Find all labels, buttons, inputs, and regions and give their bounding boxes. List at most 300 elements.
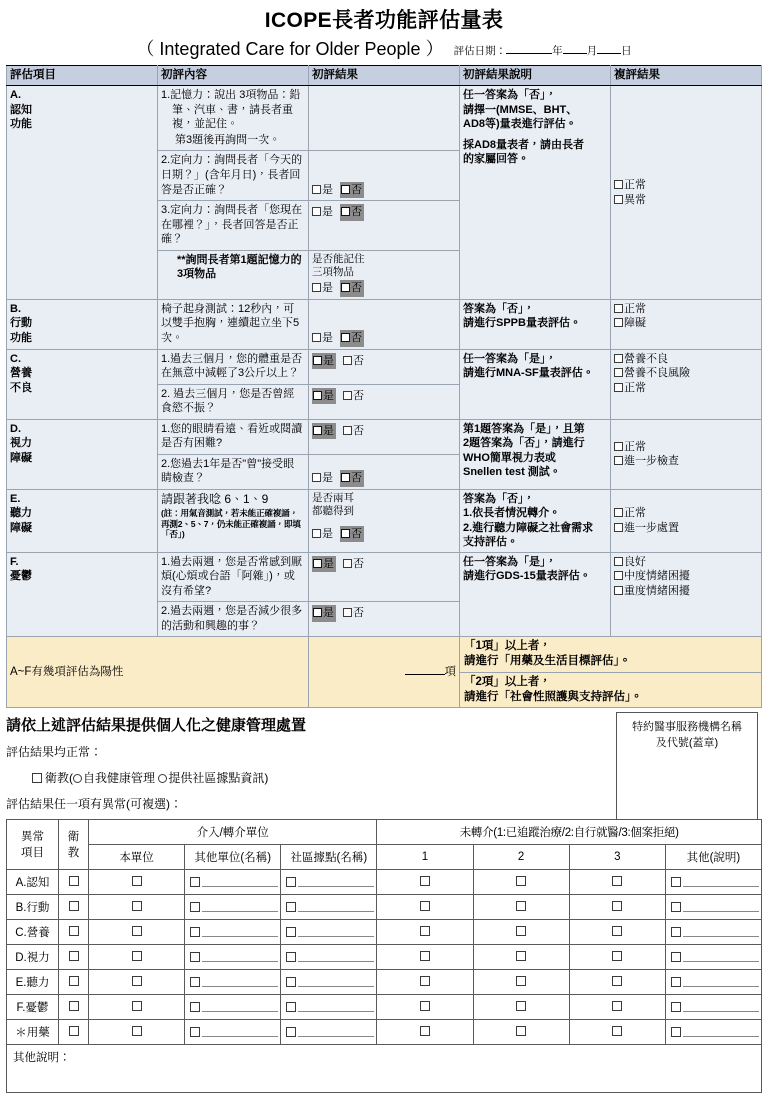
answer-f2-yes[interactable]: 是 — [312, 605, 336, 622]
checkbox-icon[interactable] — [286, 1027, 296, 1037]
checkbox-icon[interactable] — [420, 1001, 430, 1011]
ref-cell-n3[interactable] — [569, 894, 665, 919]
ref-cell-edu[interactable] — [59, 869, 89, 894]
ref-cell-n3[interactable] — [569, 919, 665, 944]
ref-cell-community[interactable] — [281, 994, 377, 1019]
recheck-a-option-abnormal[interactable]: 異常 — [614, 193, 758, 208]
ref-cell-edu[interactable] — [59, 919, 89, 944]
text-blank[interactable] — [298, 901, 374, 912]
answer-c2-no[interactable]: 否 — [343, 389, 364, 404]
checkbox-icon[interactable] — [312, 185, 321, 194]
checkbox-icon[interactable] — [420, 1026, 430, 1036]
checkbox-icon[interactable] — [312, 473, 321, 482]
ref-col-own-unit: 本單位 — [89, 844, 185, 869]
ref-cell-community[interactable] — [281, 894, 377, 919]
checkbox-icon[interactable] — [612, 951, 622, 961]
ref-cell-n1[interactable] — [377, 1019, 473, 1044]
ref-cell-edu[interactable] — [59, 969, 89, 994]
result-a4 — [309, 250, 460, 299]
checkbox-icon[interactable] — [343, 426, 352, 435]
explain-d: 第1題答案為「是」，且第 2題答案為「否」，請進行 WHO簡單視力表或 Snellen test 測試。 — [460, 419, 611, 489]
ref-cell-n1[interactable] — [377, 969, 473, 994]
answer-c1-yes[interactable]: 是 — [312, 353, 336, 370]
text-blank[interactable] — [298, 951, 374, 962]
ref-cell-other[interactable] — [185, 994, 281, 1019]
ref-col-norefer-group: 未轉介(1:已追蹤治療/2:自行就醫/3:個案拒絕) — [377, 819, 762, 844]
ref-cell-other[interactable] — [185, 1019, 281, 1044]
text-blank[interactable] — [202, 1001, 278, 1012]
checkbox-icon[interactable] — [516, 1026, 526, 1036]
question-b1: 椅子起身測試：12秒內，可以雙手抱胸，連續起立坐下5次。 — [158, 299, 309, 349]
checkbox-icon[interactable] — [286, 1002, 296, 1012]
section-row-f — [7, 552, 762, 602]
checkbox-icon[interactable] — [312, 207, 321, 216]
checkbox-icon[interactable] — [420, 951, 430, 961]
checkbox-icon[interactable] — [420, 926, 430, 936]
ref-col-etc: 其他(說明) — [665, 844, 761, 869]
explain-c: 任一答案為「是」， 請進行MNA-SF量表評估。 — [460, 349, 611, 419]
text-blank[interactable] — [683, 951, 759, 962]
edu-option-self-management: 自我健康管理 — [83, 770, 156, 785]
ref-cell-etc[interactable] — [665, 969, 761, 994]
section-label-c: C. 營養 不良 — [7, 349, 158, 419]
ref-cell-edu[interactable] — [59, 894, 89, 919]
answer-e1-yes[interactable]: 是 — [312, 527, 333, 542]
checkbox-icon[interactable] — [612, 1026, 622, 1036]
ref-cell-community[interactable] — [281, 869, 377, 894]
table-row — [7, 994, 762, 1019]
checkbox-icon[interactable] — [313, 391, 322, 400]
checkbox-icon[interactable] — [341, 529, 350, 538]
recheck-d-option-normal[interactable]: 正常 — [614, 440, 758, 455]
section-label-f: F. 憂鬱 — [7, 552, 158, 637]
checkbox-icon[interactable] — [614, 195, 623, 204]
checkbox-icon[interactable] — [671, 877, 681, 887]
checkbox-icon[interactable] — [341, 333, 350, 342]
recheck-a-option-normal[interactable]: 正常 — [614, 178, 758, 193]
question-f2: 2.過去兩週，您是否減少很多的活動和興趣的事？ — [158, 602, 309, 637]
date-year-blank[interactable] — [506, 53, 552, 54]
ref-cell-community[interactable] — [281, 944, 377, 969]
col-header-content: 初評內容 — [158, 66, 309, 86]
radio-icon[interactable] — [73, 774, 82, 783]
checkbox-icon[interactable] — [190, 877, 200, 887]
ref-cell-etc[interactable] — [665, 1019, 761, 1044]
checkbox-icon[interactable] — [313, 356, 322, 365]
ref-col-item: 異常 項目 — [7, 819, 59, 869]
question-c1: 1.過去三個月，您的體重是否在無意中減輕了3公斤以上？ — [158, 349, 309, 384]
answer-b1-yes[interactable]: 是 — [312, 331, 333, 346]
recheck-d-option-further[interactable]: 進一步檢查 — [614, 454, 758, 469]
checkbox-icon[interactable] — [32, 773, 42, 783]
text-blank[interactable] — [202, 876, 278, 887]
checkbox-icon[interactable] — [341, 207, 350, 216]
ref-row-label: E.聽力 — [7, 969, 59, 994]
result-a2 — [309, 151, 460, 201]
checkbox-icon[interactable] — [69, 976, 79, 986]
ref-cell-edu[interactable] — [59, 994, 89, 1019]
assessment-table — [6, 65, 762, 708]
summary-count-blank[interactable] — [405, 674, 445, 675]
ref-col-n3: 3 — [569, 844, 665, 869]
checkbox-icon[interactable] — [343, 356, 352, 365]
checkbox-icon[interactable] — [341, 185, 350, 194]
recheck-f — [611, 552, 762, 637]
checkbox-icon[interactable] — [420, 976, 430, 986]
recheck-a — [611, 86, 762, 300]
ref-cell-community[interactable] — [281, 969, 377, 994]
ref-cell-n2[interactable] — [473, 944, 569, 969]
checkbox-icon[interactable] — [286, 877, 296, 887]
referral-header-row-2 — [7, 844, 762, 869]
checkbox-icon[interactable] — [612, 976, 622, 986]
text-blank[interactable] — [683, 876, 759, 887]
ref-cell-edu[interactable] — [59, 944, 89, 969]
checkbox-icon[interactable] — [516, 951, 526, 961]
edu-option-community-info: 提供社區據點資訊) — [168, 770, 269, 785]
text-blank[interactable] — [683, 1026, 759, 1037]
result-a3 — [309, 201, 460, 251]
checkbox-icon[interactable] — [69, 876, 79, 886]
recheck-c-option-normal[interactable]: 正常 — [614, 381, 758, 396]
checkbox-icon[interactable] — [343, 559, 352, 568]
ref-cell-etc[interactable] — [665, 869, 761, 894]
answer-a4-yes[interactable]: 是 — [312, 281, 333, 296]
explain-b: 答案為「否」， 請進行SPPB量表評估。 — [460, 299, 611, 349]
ref-cell-own[interactable] — [89, 869, 185, 894]
recheck-b-option-normal[interactable]: 正常 — [614, 302, 758, 317]
checkbox-icon[interactable] — [614, 586, 623, 595]
ref-cell-other[interactable] — [185, 869, 281, 894]
text-blank[interactable] — [683, 1001, 759, 1012]
checkbox-icon[interactable] — [286, 927, 296, 937]
checkbox-icon[interactable] — [312, 283, 321, 292]
recheck-c — [611, 349, 762, 419]
answer-c1-no[interactable]: 否 — [343, 354, 364, 369]
result-e1-note: 是否兩耳 都聽得到 — [312, 491, 354, 518]
question-e1: 請跟著我唸 6、1、9 (註：用氣音測試，若未能正確複誦，再測2、5、7，仍未能正確複誦，即填「否」) — [158, 489, 309, 552]
checkbox-icon[interactable] — [286, 977, 296, 987]
referral-table — [6, 819, 762, 1045]
ref-cell-n1[interactable] — [377, 869, 473, 894]
assessment-date-label: 評估日期： — [453, 45, 507, 58]
section-row-e — [7, 489, 762, 552]
ref-row-label: ＊用藥 — [7, 1019, 59, 1044]
result-a1 — [309, 86, 460, 151]
question-e1-note: (註：用氣音測試，若未能正確複誦，再測2、5、7，仍未能正確複誦，即填「否」) — [161, 508, 301, 540]
date-month-unit: 月 — [586, 45, 598, 58]
checkbox-icon[interactable] — [671, 927, 681, 937]
checkbox-icon[interactable] — [671, 902, 681, 912]
question-a4: **詢問長者第1題記憶力的3項物品 — [158, 250, 309, 299]
ref-cell-n1[interactable] — [377, 894, 473, 919]
table-row — [7, 1019, 762, 1044]
management-section — [6, 714, 762, 1093]
checkbox-icon[interactable] — [612, 926, 622, 936]
result-e1 — [309, 489, 460, 552]
checkbox-icon[interactable] — [612, 876, 622, 886]
result-d2 — [309, 454, 460, 489]
checkbox-icon[interactable] — [313, 426, 322, 435]
checkbox-icon[interactable] — [516, 901, 526, 911]
checkbox-icon[interactable] — [671, 1002, 681, 1012]
date-day-unit: 日 — [621, 45, 632, 58]
text-blank[interactable] — [202, 951, 278, 962]
checkbox-icon[interactable] — [516, 876, 526, 886]
text-blank[interactable] — [298, 876, 374, 887]
referral-header-row-1 — [7, 819, 762, 844]
summary-rule-1: 「1項」以上者， 請進行「用藥及生活目標評估」。 — [460, 637, 761, 672]
text-blank[interactable] — [683, 901, 759, 912]
checkbox-icon[interactable] — [286, 902, 296, 912]
checkbox-icon[interactable] — [132, 951, 142, 961]
ref-cell-edu[interactable] — [59, 1019, 89, 1044]
answer-d2-no[interactable]: 否 — [340, 470, 364, 487]
recheck-f-option-severe[interactable]: 重度情緒困擾 — [614, 584, 758, 599]
ref-row-label: B.行動 — [7, 894, 59, 919]
answer-e1-no[interactable]: 否 — [340, 526, 364, 543]
ref-row-label: C.營養 — [7, 919, 59, 944]
text-blank[interactable] — [683, 976, 759, 987]
page-subtitle: （ Integrated Care for Older People ） — [136, 39, 444, 60]
checkbox-icon[interactable] — [614, 557, 623, 566]
ref-cell-n2[interactable] — [473, 919, 569, 944]
checkbox-icon[interactable] — [132, 976, 142, 986]
assessment-date-field[interactable] — [454, 43, 632, 61]
checkbox-icon[interactable] — [614, 354, 623, 363]
checkbox-icon[interactable] — [190, 927, 200, 937]
col-header-recheck: 複評結果 — [611, 66, 762, 86]
table-row — [7, 969, 762, 994]
checkbox-icon[interactable] — [516, 1001, 526, 1011]
ref-cell-etc[interactable] — [665, 994, 761, 1019]
explain-a: 任一答案為「否」， 請擇一(MMSE、BHT、 AD8等)量表進行評估。 採AD8量表者，請由長者 的家屬回答。 — [460, 86, 611, 300]
checkbox-icon[interactable] — [341, 283, 350, 292]
recheck-e-option-further[interactable]: 進一步處置 — [614, 521, 758, 536]
answer-b1-no[interactable]: 否 — [340, 330, 364, 347]
checkbox-icon[interactable] — [313, 559, 322, 568]
ref-cell-own[interactable] — [89, 1019, 185, 1044]
checkbox-icon[interactable] — [286, 952, 296, 962]
ref-col-n2: 2 — [473, 844, 569, 869]
recheck-c-option-risk[interactable]: 營養不良風險 — [614, 366, 758, 381]
text-blank[interactable] — [298, 926, 374, 937]
ref-cell-n3[interactable] — [569, 994, 665, 1019]
checkbox-icon[interactable] — [614, 383, 623, 392]
answer-d1-no[interactable]: 否 — [343, 424, 364, 439]
text-blank[interactable] — [202, 1026, 278, 1037]
checkbox-icon[interactable] — [614, 523, 623, 532]
date-month-blank[interactable] — [563, 53, 587, 54]
checkbox-icon[interactable] — [614, 508, 623, 517]
checkbox-icon[interactable] — [614, 318, 623, 327]
ref-cell-own[interactable] — [89, 894, 185, 919]
answer-f2-no[interactable]: 否 — [343, 606, 364, 621]
table-row — [7, 919, 762, 944]
result-c2 — [309, 384, 460, 419]
summary-count-unit: 項 — [444, 665, 456, 678]
ref-cell-n1[interactable] — [377, 994, 473, 1019]
ref-cell-community[interactable] — [281, 919, 377, 944]
col-header-result: 初評結果 — [309, 66, 460, 86]
recheck-f-option-moderate[interactable]: 中度情緒困擾 — [614, 569, 758, 584]
table-header-row — [7, 66, 762, 86]
text-blank[interactable] — [298, 1001, 374, 1012]
ref-cell-n2[interactable] — [473, 894, 569, 919]
ref-cell-own[interactable] — [89, 919, 185, 944]
checkbox-icon[interactable] — [69, 926, 79, 936]
radio-icon[interactable] — [158, 774, 167, 783]
table-row — [7, 944, 762, 969]
ref-cell-n3[interactable] — [569, 1019, 665, 1044]
result-d1 — [309, 419, 460, 454]
summary-label: A~F有幾項評估為陽性 — [7, 637, 309, 708]
checkbox-icon[interactable] — [614, 304, 623, 313]
answer-f1-no[interactable]: 否 — [343, 557, 364, 572]
checkbox-icon[interactable] — [69, 951, 79, 961]
ref-cell-own[interactable] — [89, 969, 185, 994]
checkbox-icon[interactable] — [671, 952, 681, 962]
ref-cell-n3[interactable] — [569, 869, 665, 894]
answer-d2-yes[interactable]: 是 — [312, 471, 333, 486]
ref-cell-etc[interactable] — [665, 944, 761, 969]
ref-cell-etc[interactable] — [665, 894, 761, 919]
section-label-d: D. 視力 障礙 — [7, 419, 158, 489]
checkbox-icon[interactable] — [612, 1001, 622, 1011]
other-note-box[interactable] — [6, 1045, 762, 1093]
answer-c2-yes[interactable]: 是 — [312, 388, 336, 405]
section-row-c — [7, 349, 762, 384]
checkbox-icon[interactable] — [132, 1026, 142, 1036]
checkbox-icon[interactable] — [69, 1026, 79, 1036]
recheck-e — [611, 489, 762, 552]
ref-cell-n3[interactable] — [569, 969, 665, 994]
answer-a3-yes[interactable]: 是 — [312, 205, 333, 220]
checkbox-icon[interactable] — [516, 926, 526, 936]
summary-row — [7, 637, 762, 708]
checkbox-icon[interactable] — [312, 333, 321, 342]
checkbox-icon[interactable] — [312, 529, 321, 538]
checkbox-icon[interactable] — [420, 876, 430, 886]
section-label-b: B. 行動 功能 — [7, 299, 158, 349]
other-note-label: 其他說明： — [13, 1051, 71, 1064]
ref-cell-n2[interactable] — [473, 1019, 569, 1044]
checkbox-icon[interactable] — [132, 926, 142, 936]
document-header — [6, 0, 762, 61]
text-blank[interactable] — [298, 976, 374, 987]
table-row — [7, 869, 762, 894]
checkbox-icon[interactable] — [614, 368, 623, 377]
answer-a2-yes[interactable]: 是 — [312, 183, 333, 198]
table-row — [7, 894, 762, 919]
ref-cell-n1[interactable] — [377, 944, 473, 969]
answer-a4-no[interactable]: 否 — [340, 280, 364, 297]
text-blank[interactable] — [298, 1026, 374, 1037]
recheck-e-option-normal[interactable]: 正常 — [614, 506, 758, 521]
ref-cell-other[interactable] — [185, 944, 281, 969]
ref-cell-n2[interactable] — [473, 994, 569, 1019]
ref-cell-n3[interactable] — [569, 944, 665, 969]
checkbox-icon[interactable] — [614, 571, 623, 580]
ref-cell-n2[interactable] — [473, 969, 569, 994]
normal-result-label: 評估結果均正常： — [6, 744, 103, 759]
recheck-f-option-good[interactable]: 良好 — [614, 555, 758, 570]
checkbox-icon[interactable] — [190, 977, 200, 987]
ref-cell-n1[interactable] — [377, 919, 473, 944]
checkbox-icon[interactable] — [420, 901, 430, 911]
checkbox-icon[interactable] — [343, 391, 352, 400]
ref-cell-other[interactable] — [185, 969, 281, 994]
checkbox-icon[interactable] — [671, 1027, 681, 1037]
question-f1: 1.過去兩週，您是否常感到厭煩(心煩或台語「阿雜」)，或沒有希望? — [158, 552, 309, 602]
ref-cell-own[interactable] — [89, 944, 185, 969]
checkbox-icon[interactable] — [343, 608, 352, 617]
ref-col-community: 社區據點(名稱) — [281, 844, 377, 869]
ref-cell-community[interactable] — [281, 1019, 377, 1044]
summary-count-field[interactable] — [309, 637, 460, 708]
text-blank[interactable] — [683, 926, 759, 937]
checkbox-icon[interactable] — [341, 473, 350, 482]
checkbox-icon[interactable] — [614, 180, 623, 189]
text-blank[interactable] — [202, 926, 278, 937]
question-c2: 2. 過去三個月，您是否曾經食慾不振？ — [158, 384, 309, 419]
answer-a3-no[interactable]: 否 — [340, 204, 364, 221]
text-blank[interactable] — [202, 976, 278, 987]
answer-a2-no[interactable]: 否 — [340, 182, 364, 199]
section-row-b — [7, 299, 762, 349]
ref-cell-own[interactable] — [89, 994, 185, 1019]
answer-d1-yes[interactable]: 是 — [312, 423, 336, 440]
ref-col-n1: 1 — [377, 844, 473, 869]
date-day-blank[interactable] — [597, 53, 621, 54]
ref-cell-n2[interactable] — [473, 869, 569, 894]
ref-cell-etc[interactable] — [665, 919, 761, 944]
checkbox-icon[interactable] — [190, 1002, 200, 1012]
checkbox-icon[interactable] — [132, 901, 142, 911]
summary-rules — [460, 637, 762, 708]
ref-row-label: F.憂鬱 — [7, 994, 59, 1019]
checkbox-icon[interactable] — [614, 442, 623, 451]
question-a3: 3.定向力：詢問長者「您現在在哪裡？」，長者回答是否正確？ — [158, 201, 309, 251]
text-blank[interactable] — [202, 901, 278, 912]
ref-col-intervene-group: 介入/轉介單位 — [89, 819, 377, 844]
checkbox-icon[interactable] — [614, 456, 623, 465]
result-f1 — [309, 552, 460, 602]
result-f2 — [309, 602, 460, 637]
checkbox-icon[interactable] — [190, 902, 200, 912]
checkbox-icon[interactable] — [132, 1001, 142, 1011]
checkbox-icon[interactable] — [190, 1027, 200, 1037]
ref-cell-other[interactable] — [185, 894, 281, 919]
question-a1: 1.記憶力：說出 3項物品：鉛筆、汽車、書，請長者重複，並記住。 第3題後再詢問一次。 — [158, 86, 309, 151]
checkbox-icon[interactable] — [69, 1001, 79, 1011]
answer-f1-yes[interactable]: 是 — [312, 556, 336, 573]
checkbox-icon[interactable] — [612, 901, 622, 911]
ref-cell-other[interactable] — [185, 919, 281, 944]
page-title: ICOPE長者功能評估量表 — [264, 9, 504, 32]
checkbox-icon[interactable] — [132, 876, 142, 886]
section-label-e: E. 聽力 障礙 — [7, 489, 158, 552]
recheck-c-option-malnutrition[interactable]: 營養不良 — [614, 352, 758, 367]
checkbox-icon[interactable] — [313, 608, 322, 617]
checkbox-icon[interactable] — [516, 976, 526, 986]
checkbox-icon[interactable] — [671, 977, 681, 987]
question-d1: 1.您的眼睛看遠、看近或閱讀是否有困難? — [158, 419, 309, 454]
recheck-b-option-impaired[interactable]: 障礙 — [614, 316, 758, 331]
checkbox-icon[interactable] — [190, 952, 200, 962]
recheck-b — [611, 299, 762, 349]
checkbox-icon[interactable] — [69, 901, 79, 911]
